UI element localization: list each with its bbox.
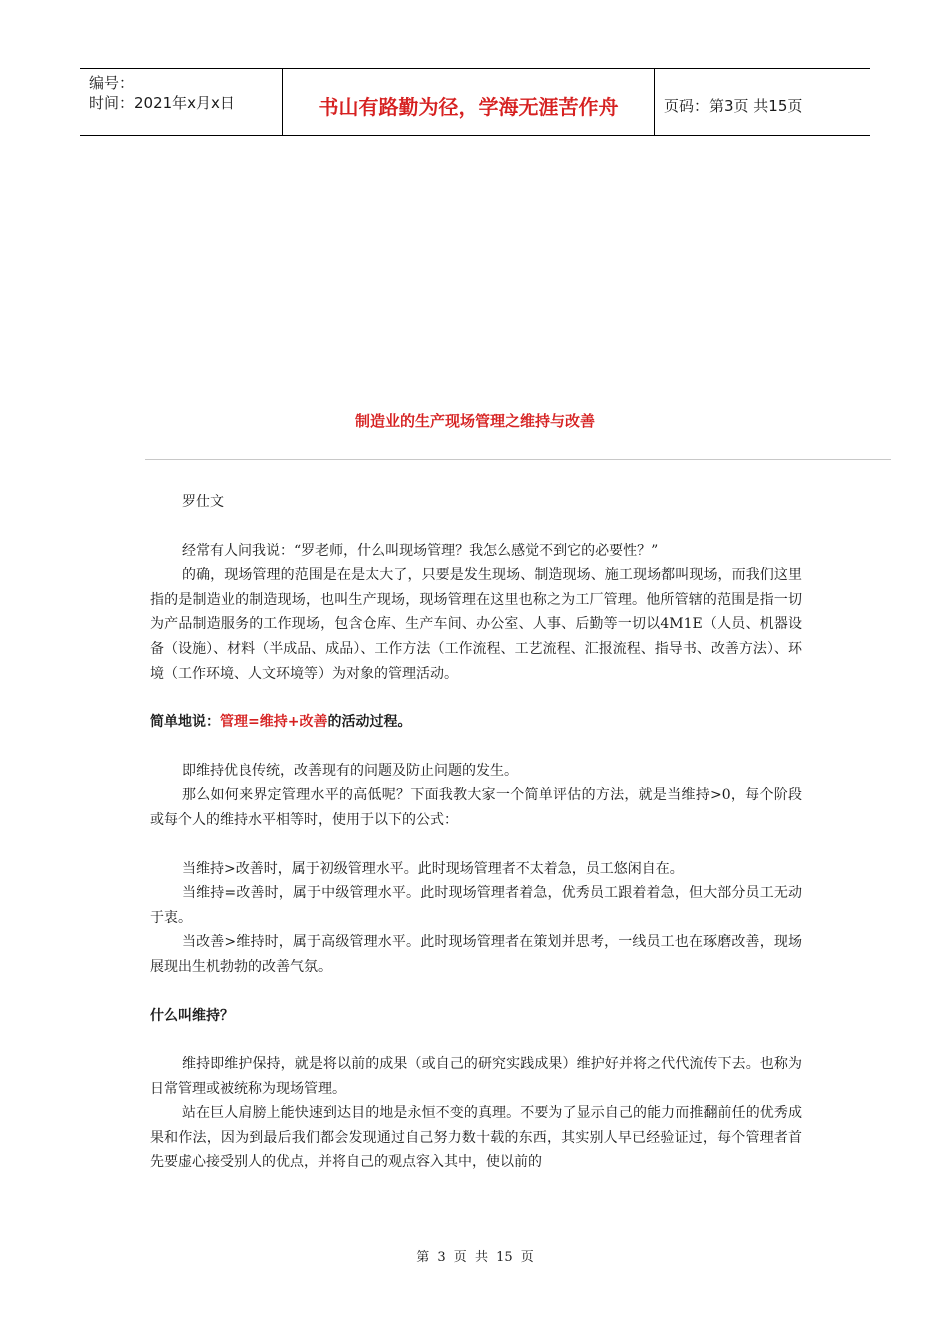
article-title: 制造业的生产现场管理之维持与改善 — [354, 412, 595, 430]
summary-line — [150, 710, 802, 735]
footer-word: 页 — [453, 1250, 467, 1265]
summary-prefix: 简单地说： — [150, 714, 220, 731]
paragraph: 当维持=改善时，属于中级管理水平。此时现场管理者着急，优秀员工跟着着急，但大部分员工无动于衷。 — [150, 885, 802, 926]
footer-page-number: 3 — [437, 1250, 446, 1265]
paragraph: 当维持>改善时，属于初级管理水平。此时现场管理者不太着急，员工悠闲自在。 — [182, 860, 684, 877]
paragraph: 当改善>维持时，属于高级管理水平。此时现场管理者在策划并思考，一线员工也在琢磨改善，现场展现出生机勃勃的改善气氛。 — [150, 934, 802, 975]
summary-formula: 管理=维持+改善 — [220, 714, 328, 731]
author: 罗仕文 — [182, 494, 224, 510]
paragraph: 即维持优良传统，改善现有的问题及防止问题的发生。 — [182, 762, 518, 779]
paragraph: 那么如何来界定管理水平的高低呢？下面我教大家一个简单评估的方法，就是当维持>0，每个阶段或每个人的维持水平相等时，使用于以下的公式： — [150, 787, 802, 828]
section-heading: 什么叫维持？ — [150, 1007, 234, 1024]
summary-suffix: 的活动过程。 — [327, 714, 412, 731]
header-page-label: 页码：第3页 共15页 — [664, 96, 803, 115]
article-body — [150, 490, 802, 1175]
footer-word: 页 — [520, 1250, 534, 1265]
page-header — [80, 68, 870, 136]
time-label: 时间：2021年x月x日 — [89, 94, 235, 112]
page-footer — [0, 1246, 950, 1265]
footer-word: 共 — [474, 1250, 488, 1265]
header-meta — [80, 69, 282, 135]
number-label: 编号： — [89, 74, 135, 92]
footer-total-pages: 15 — [496, 1250, 513, 1265]
footer-word: 第 — [416, 1250, 430, 1265]
paragraph: 经常有人问我说：“罗老师，什么叫现场管理？我怎么感觉不到它的必要性？” — [182, 542, 659, 559]
paragraph: 站在巨人肩膀上能快速到达目的地是永恒不变的真理。不要为了显示自己的能力而推翻前任的优秀成果和作法，因为到最后我们都会发现通过自己努力数十载的东西，其实别人早已经验证过，每个管理者首先要虚心接受别人的优点，并将自己的观点容入其中，使以前的 — [150, 1105, 802, 1171]
paragraph: 的确，现场管理的范围是在是太大了，只要是发生现场、制造现场、施工现场都叫现场，而我们这里指的是制造业的制造现场，也叫生产现场，现场管理在这里也称之为工厂管理。他所管辖的范围是指一切为产品制造服务的工作现场，包含仓库、生产车间、办公室、人事、后勤等一切以4M1E（人员、机器设备（设施）、材料（半成品、成品）、工作方法（工作流程、工艺流程、汇报流程、指导书、改善方法）、环境（工作环境、人文环境等）为对象的管理活动。 — [150, 567, 802, 682]
header-motto: 书山有路勤为径，学海无涯苦作舟 — [282, 69, 655, 135]
title-divider — [145, 459, 891, 460]
paragraph: 维持即维护保持，就是将以前的成果（或自己的研究实践成果）维护好并将之代代流传下去。也称为日常管理或被统称为现场管理。 — [150, 1056, 802, 1097]
